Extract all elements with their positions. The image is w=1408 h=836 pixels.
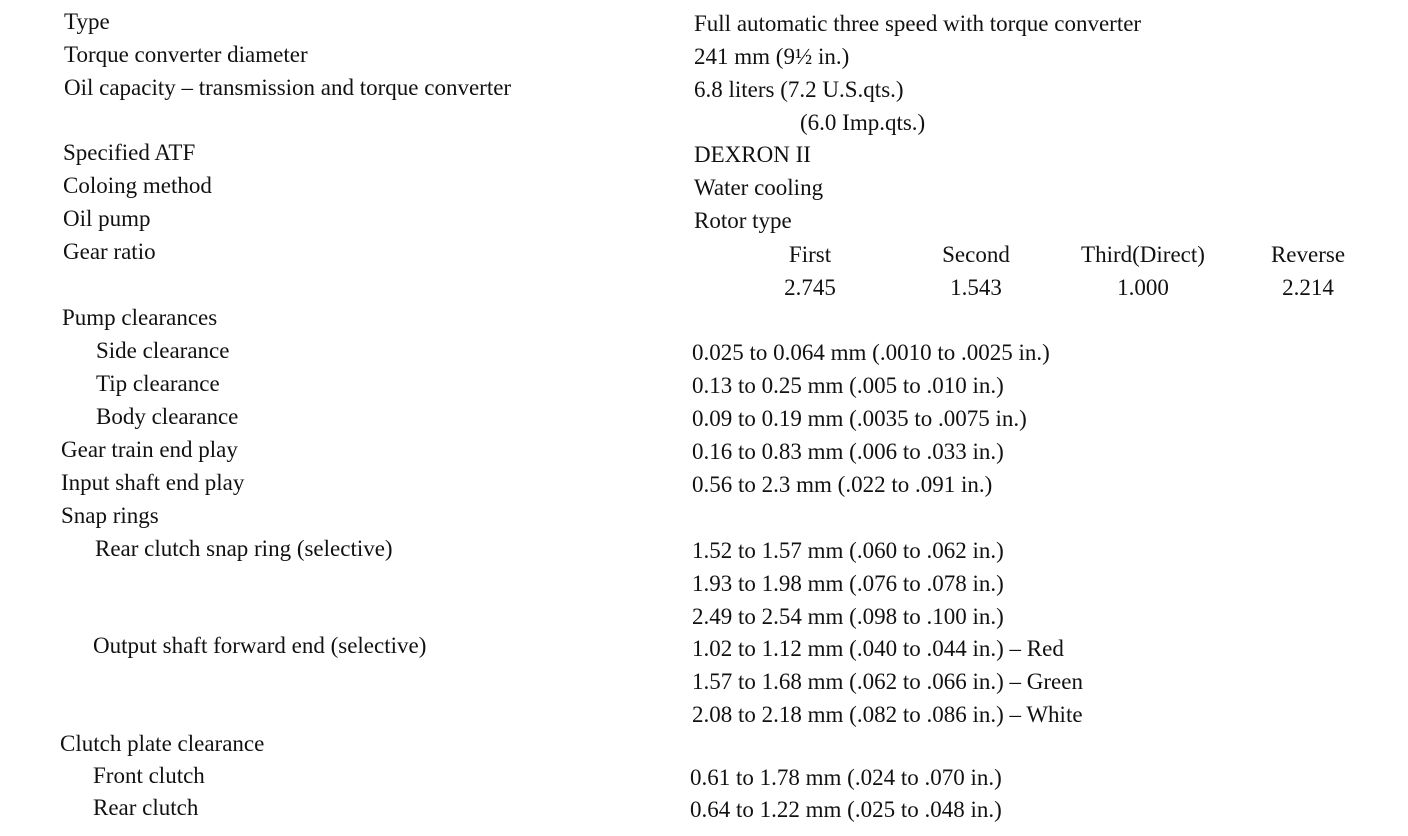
side-clearance-value: 0.025 to 0.064 mm (.0010 to .0025 in.)	[692, 340, 1050, 365]
torque-converter-value: 241 mm (9½ in.)	[694, 44, 850, 69]
pump-clearances-label: Pump clearances	[62, 305, 218, 330]
oil-capacity-value-line2: (6.0 Imp.qts.)	[800, 110, 926, 135]
oil-capacity-value-line1: 6.8 liters (7.2 U.S.qts.)	[694, 77, 904, 102]
front-clutch-value: 0.61 to 1.78 mm (.024 to .070 in.)	[690, 765, 1002, 790]
rear-clutch-label: Rear clutch	[93, 795, 199, 820]
gear-train-end-play-value: 0.16 to 0.83 mm (.006 to .033 in.)	[692, 439, 1004, 464]
body-clearance-value: 0.09 to 0.19 mm (.0035 to .0075 in.)	[692, 406, 1027, 431]
oil-capacity-label: Oil capacity – transmission and torque converter	[64, 75, 512, 100]
specified-atf-label: Specified ATF	[63, 140, 196, 165]
rear-clutch-value: 0.64 to 1.22 mm (.025 to .048 in.)	[690, 797, 1002, 822]
front-clutch-label: Front clutch	[93, 763, 205, 788]
rear-clutch-snap-ring-value-2: 1.93 to 1.98 mm (.076 to .078 in.)	[692, 571, 1004, 596]
specified-atf-value: DEXRON II	[694, 142, 811, 167]
cooling-method-label: Coloing method	[63, 173, 212, 198]
torque-converter-label: Torque converter diameter	[64, 42, 308, 67]
cooling-method-value: Water cooling	[694, 175, 824, 200]
output-shaft-value-red: 1.02 to 1.12 mm (.040 to .044 in.) – Red	[692, 636, 1064, 661]
output-shaft-forward-end-label: Output shaft forward end (selective)	[93, 633, 427, 658]
tip-clearance-value: 0.13 to 0.25 mm (.005 to .010 in.)	[692, 373, 1004, 398]
snap-rings-label: Snap rings	[61, 503, 159, 528]
side-clearance-label: Side clearance	[96, 338, 230, 363]
gear-ratio-value-first: 2.745	[784, 275, 836, 300]
gear-ratio-header-first: First	[788, 242, 832, 267]
rear-clutch-snap-ring-value-3: 2.49 to 2.54 mm (.098 to .100 in.)	[692, 604, 1004, 629]
input-shaft-end-play-value: 0.56 to 2.3 mm (.022 to .091 in.)	[692, 472, 993, 497]
rear-clutch-snap-ring-value-1: 1.52 to 1.57 mm (.060 to .062 in.)	[692, 538, 1004, 563]
output-shaft-value-green: 1.57 to 1.68 mm (.062 to .066 in.) – Green	[692, 669, 1083, 694]
input-shaft-end-play-label: Input shaft end play	[61, 470, 245, 495]
rear-clutch-snap-ring-label: Rear clutch snap ring (selective)	[95, 536, 393, 561]
type-label: Type	[64, 9, 110, 34]
tip-clearance-label: Tip clearance	[96, 371, 220, 396]
gear-ratio-value-second: 1.543	[950, 275, 1002, 300]
output-shaft-value-white: 2.08 to 2.18 mm (.082 to .086 in.) – White	[692, 702, 1083, 727]
gear-train-end-play-label: Gear train end play	[61, 437, 238, 462]
oil-pump-label: Oil pump	[63, 206, 151, 231]
gear-ratio-header-second: Second	[942, 242, 1010, 267]
gear-ratio-value-reverse: 2.214	[1282, 275, 1334, 300]
type-value: Full automatic three speed with torque converter	[694, 11, 1142, 36]
gear-ratio-value-third: 1.000	[1117, 275, 1169, 300]
gear-ratio-header-third: Third(Direct)	[1081, 242, 1205, 267]
gear-ratio-label: Gear ratio	[63, 239, 156, 264]
gear-ratio-header-reverse: Reverse	[1270, 242, 1346, 267]
body-clearance-label: Body clearance	[96, 404, 239, 429]
clutch-plate-clearance-label: Clutch plate clearance	[60, 731, 265, 756]
oil-pump-value: Rotor type	[694, 208, 792, 233]
